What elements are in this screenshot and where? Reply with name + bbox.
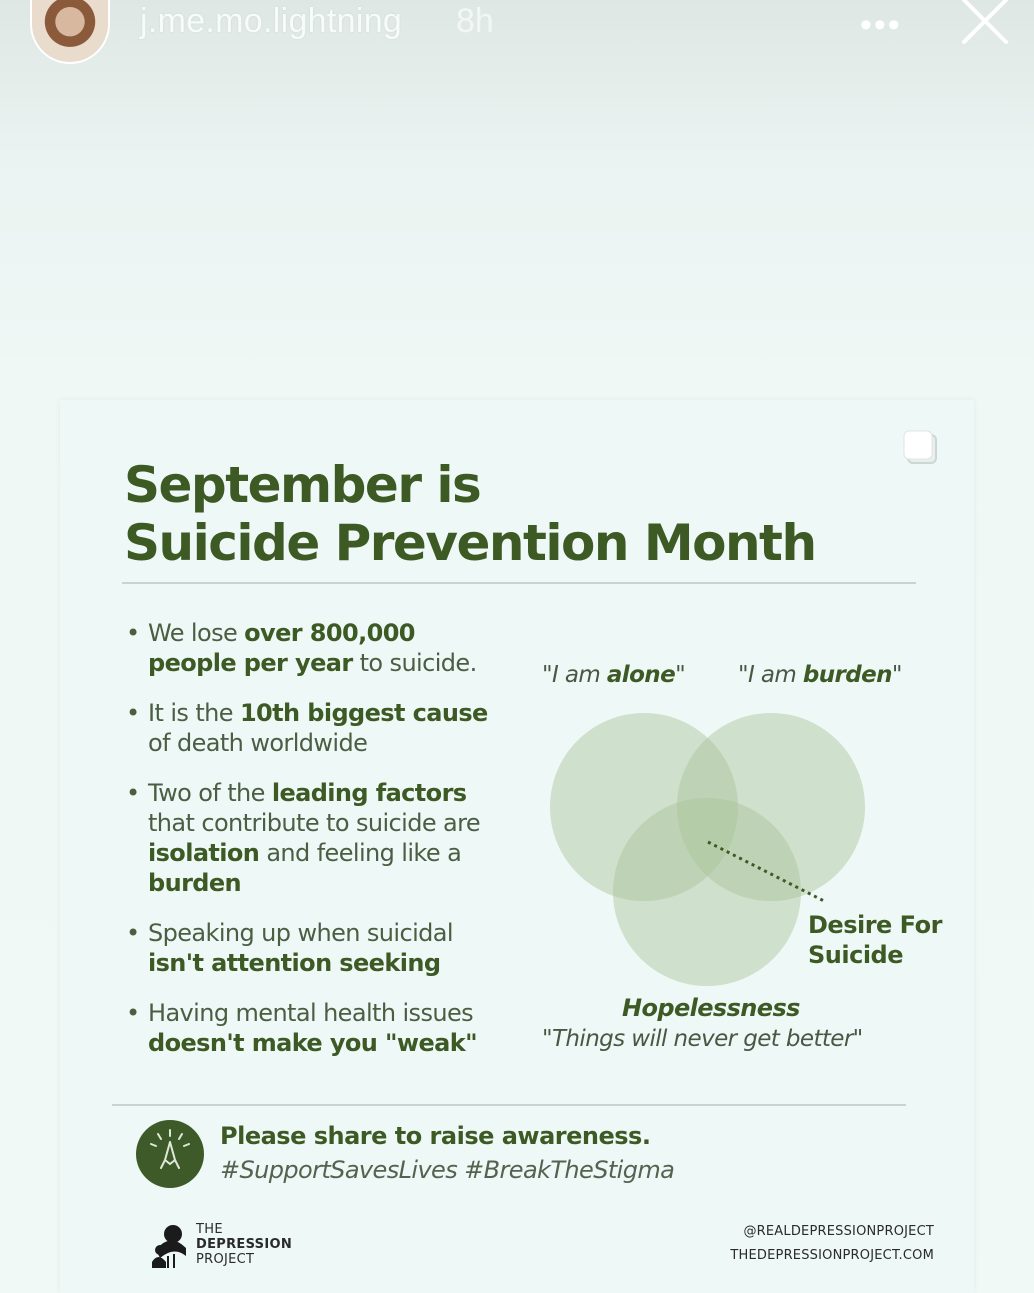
facts-list	[126, 618, 506, 1078]
hopelessness-quote: "Things will never get better"	[542, 1026, 863, 1052]
carousel-icon	[903, 430, 939, 466]
fact-item: • Speaking up when suicidal isn't attention seeking	[126, 918, 506, 978]
story-username[interactable]: j.me.mo.lightning	[140, 2, 403, 40]
title-line-1: September is	[124, 456, 481, 514]
fact-item: • We lose over 800,000 people per year to suicide.	[126, 618, 506, 678]
desire-for-suicide-label: Desire For Suicide	[808, 911, 942, 969]
story-header	[0, 0, 1034, 70]
brand-contacts	[730, 1220, 934, 1268]
fact-item: • Having mental health issues doesn't make you "weak"	[126, 998, 506, 1058]
hashtags[interactable]: #SupportSavesLives #BreakTheStigma	[220, 1156, 675, 1184]
title-line-2: Suicide Prevention Month	[124, 514, 816, 572]
praying-hands-icon	[136, 1120, 204, 1188]
venn-label-alone: "I am alone"	[542, 662, 686, 688]
share-message: Please share to raise awareness.	[220, 1122, 651, 1150]
venn-circle-hopelessness	[613, 798, 801, 986]
fact-item: • Two of the leading factors that contribute to suicide are isolation and feeling like a burden	[126, 778, 506, 898]
divider	[112, 1104, 906, 1106]
more-options-button[interactable]: •••	[860, 6, 902, 44]
hopelessness-label: Hopelessness	[622, 994, 800, 1022]
close-icon[interactable]	[958, 0, 1012, 48]
fact-item: • It is the 10th biggest cause of death worldwide	[126, 698, 506, 758]
brand-name: THE DEPRESSION PROJECT	[196, 1222, 292, 1267]
divider	[122, 582, 916, 584]
story-time: 8h	[456, 2, 494, 40]
depression-project-logo-icon	[146, 1222, 196, 1270]
website-link[interactable]: THEDEPRESSIONPROJECT.COM	[730, 1248, 934, 1263]
venn-label-burden: "I am burden"	[738, 662, 902, 688]
instagram-handle[interactable]: @REALDEPRESSIONPROJECT	[743, 1224, 934, 1239]
user-avatar[interactable]	[32, 0, 108, 62]
post-title	[124, 456, 884, 572]
shared-post-card[interactable]	[60, 400, 974, 1293]
